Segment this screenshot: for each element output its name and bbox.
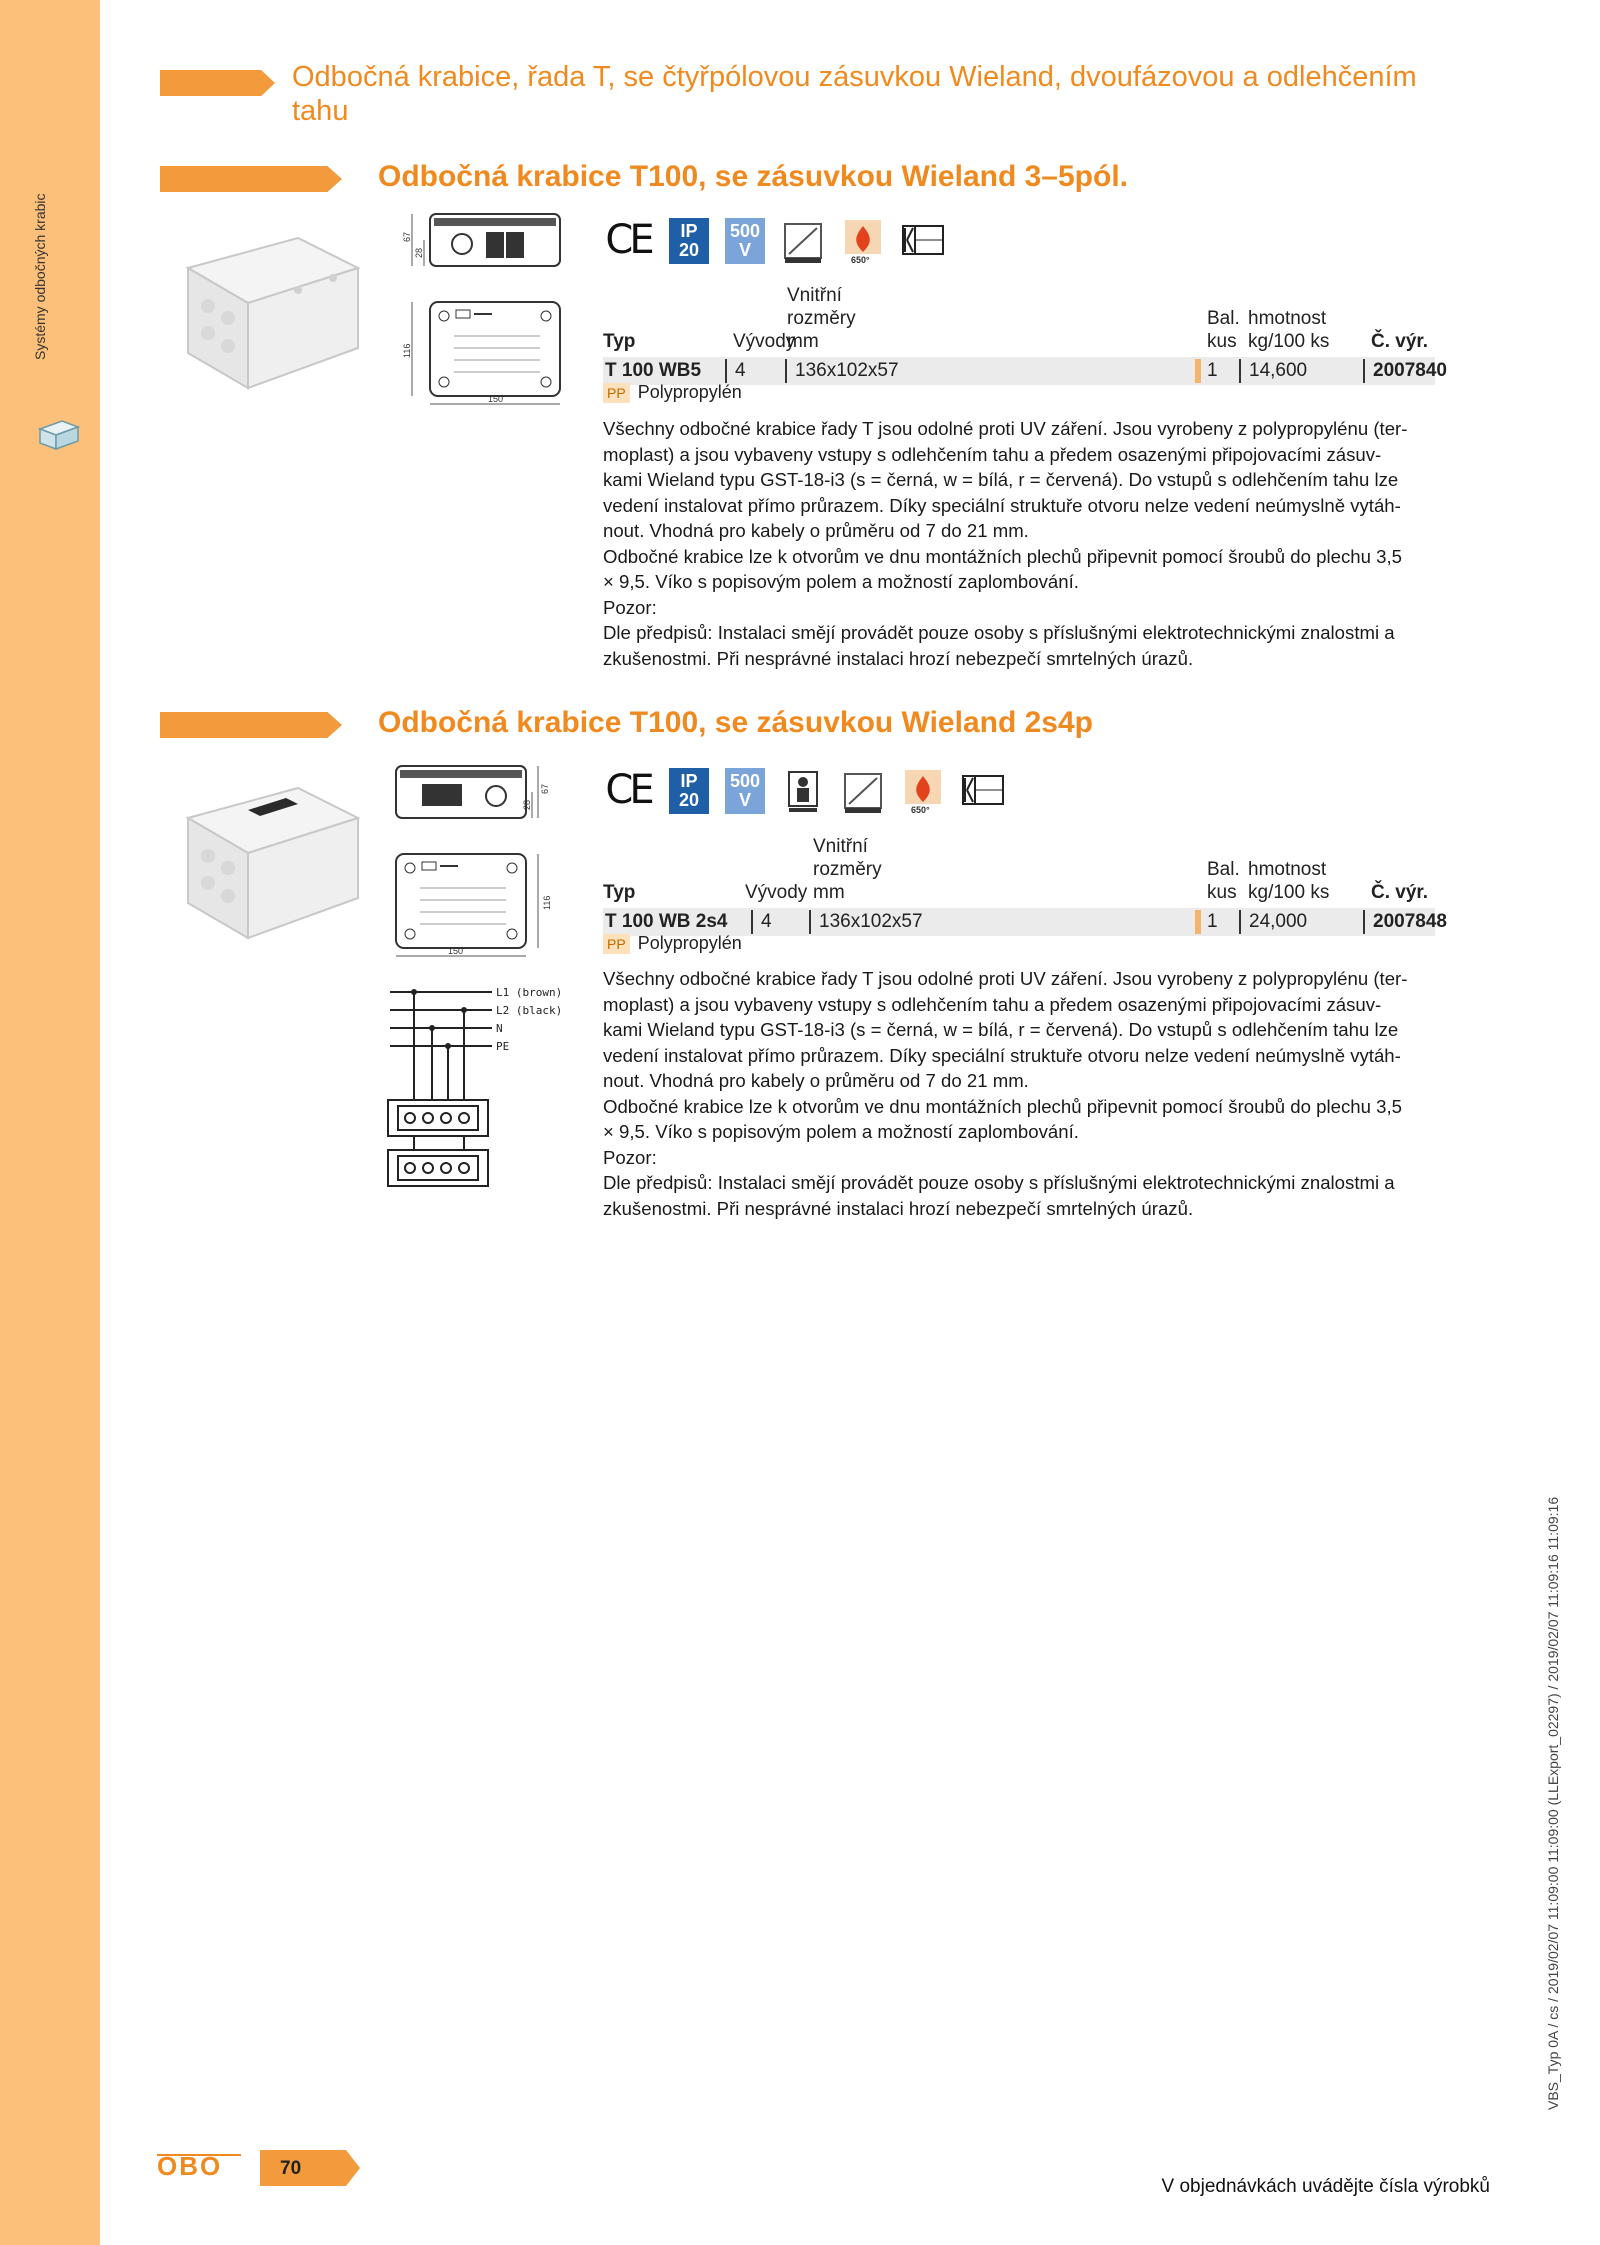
svg-text:28: 28 — [522, 799, 532, 810]
glow-wire-650-icon — [841, 218, 885, 266]
table-row: T 100 WB5 4 136x102x57 1 14,600 2007840 — [603, 357, 1435, 385]
product-photo — [168, 228, 368, 398]
product-table — [603, 285, 1447, 385]
section-title: Odbočná krabice T100, se zásuvkou Wieland 2s4p — [378, 706, 1094, 739]
material-badge: PP — [603, 934, 630, 954]
table-header: Typ Vývody Vnitřní rozměry mm Bal. kus hmotnost kg/100 ks Č. výr. — [603, 836, 1429, 903]
table-row: T 100 WB 2s4 4 136x102x57 1 24,000 2007848 — [603, 908, 1435, 936]
kema-keur-icon — [901, 224, 945, 256]
electrician-only-icon — [781, 768, 825, 816]
section-arrow — [160, 166, 342, 192]
svg-text:N: N — [496, 1022, 503, 1035]
svg-text:L2 (black): L2 (black) — [496, 1004, 563, 1017]
section-title: Odbočná krabice T100, se zásuvkou Wieland 3–5pól. — [378, 160, 1128, 193]
table-header: Typ Vývody Vnitřní rozměry mm Bal. kus hmotnost kg/100 ks Č. výr. — [603, 285, 1429, 352]
obo-logo — [155, 2153, 245, 2179]
certification-row — [603, 768, 1005, 816]
svg-text:650°: 650° — [911, 805, 930, 815]
svg-text:PE: PE — [496, 1040, 510, 1053]
voltage-badge: 500 V — [725, 218, 765, 264]
ce-mark-icon: CE — [605, 217, 651, 263]
material-line — [603, 933, 742, 954]
junction-box-thumbnail-icon — [36, 415, 82, 455]
certification-row — [603, 218, 945, 266]
halogen-free-icon — [841, 768, 885, 816]
svg-text:67: 67 — [540, 783, 550, 794]
material-line — [603, 382, 742, 403]
page-number: 70 — [280, 2158, 302, 2179]
print-metadata: VBS_Typ 0A / cs / 2019/02/07 11:09:00 11:09:00 (LLExport_02297) / 2019/02/07 11:09:16 11:09:16 — [1545, 1496, 1561, 2110]
wiring-diagram — [384, 980, 584, 1190]
svg-text:650°: 650° — [851, 255, 870, 265]
material-badge: PP — [603, 383, 630, 403]
sidebar-strip — [0, 0, 100, 2245]
product-photo — [168, 778, 368, 948]
svg-text:116: 116 — [542, 895, 552, 910]
dimension-drawing — [392, 762, 562, 962]
svg-text:OBO: OBO — [157, 2153, 223, 2179]
description: Všechny odbočné krabice řady T jsou odolné proti UV záření. Jsou vyrobeny z polypropylénu (ter- moplast) a jsou vybaveny vstupy s odlehčením tahu a předem osazenými připojovacími zásuv- kami Wieland typu GST-18-i3 (s = černá, w = bílá, r = červená). Do vstupů s odlehčením tahu lze vedení instalovat přímo průrazem. Díky speciální struktuře otvoru nelze vedení neúmyslně vytáh- nout. Vhodná pro kabely o průměru od 7 do 21 mm. Odbočné krabice lze k otvorům ve dnu montážních plechů připevnit pomocí šroubů do plechu 3,5 × 9,5. Víko s popisovým polem a možností zaplombování. Pozor: Dle předpisů: Instalaci smějí provádět pouze osoby s příslušnými elektrotechnickými znalostmi a zkušenostmi. Při nesprávné instalaci hrozí nebezpečí smrtelných úrazů. — [603, 418, 1408, 669]
dimension-drawing — [400, 210, 570, 410]
halogen-free-icon — [781, 218, 825, 266]
material-label: Polypropylén — [637, 382, 742, 402]
svg-text:150: 150 — [448, 946, 464, 956]
description: Všechny odbočné krabice řady T jsou odolné proti UV záření. Jsou vyrobeny z polypropylénu (ter- moplast) a jsou vybaveny vstupy s odlehčením tahu a předem osazenými připojovacími zásuv- kami Wieland typu GST-18-i3 (s = černá, w = bílá, r = červená). Do vstupů s odlehčením tahu lze vedení instalovat přímo průrazem. Díky speciální struktuře otvoru nelze vedení neúmyslně vytáh- nout. Vhodná pro kabely o průměru od 7 do 21 mm. Odbočné krabice lze k otvorům ve dnu montážních plechů připevnit pomocí šroubů do plechu 3,5 × 9,5. Víko s popisovým polem a možností zaplombování. Pozor: Dle předpisů: Instalaci smějí provádět pouze osoby s příslušnými elektrotechnickými znalostmi a zkušenostmi. Při nesprávné instalaci hrozí nebezpečí smrtelných úrazů. — [603, 968, 1408, 1219]
voltage-badge: 500 V — [725, 768, 765, 814]
material-label: Polypropylén — [637, 933, 742, 953]
header-arrow — [160, 70, 275, 96]
product-table — [603, 836, 1447, 936]
circuit-diagram — [384, 980, 584, 1190]
ip20-badge: IP 20 — [669, 768, 709, 814]
ce-mark-icon: CE — [605, 767, 651, 813]
svg-text:67: 67 — [402, 231, 412, 242]
section-arrow — [160, 712, 342, 738]
svg-text:116: 116 — [402, 343, 412, 358]
svg-text:L1 (brown): L1 (brown) — [496, 986, 563, 999]
svg-text:28: 28 — [414, 247, 424, 258]
kema-keur-icon — [961, 774, 1005, 806]
svg-text:150: 150 — [488, 394, 504, 404]
footer-note: V objednávkách uvádějte čísla výrobků — [1161, 2176, 1490, 2197]
glow-wire-650-icon — [901, 768, 945, 816]
ip20-badge: IP 20 — [669, 218, 709, 264]
page-number-tab — [260, 2150, 360, 2186]
page-title: Odbočná krabice, řada T, se čtyřpólovou zásuvkou Wieland, dvoufázovou a odlehčením tahu — [292, 61, 1417, 127]
